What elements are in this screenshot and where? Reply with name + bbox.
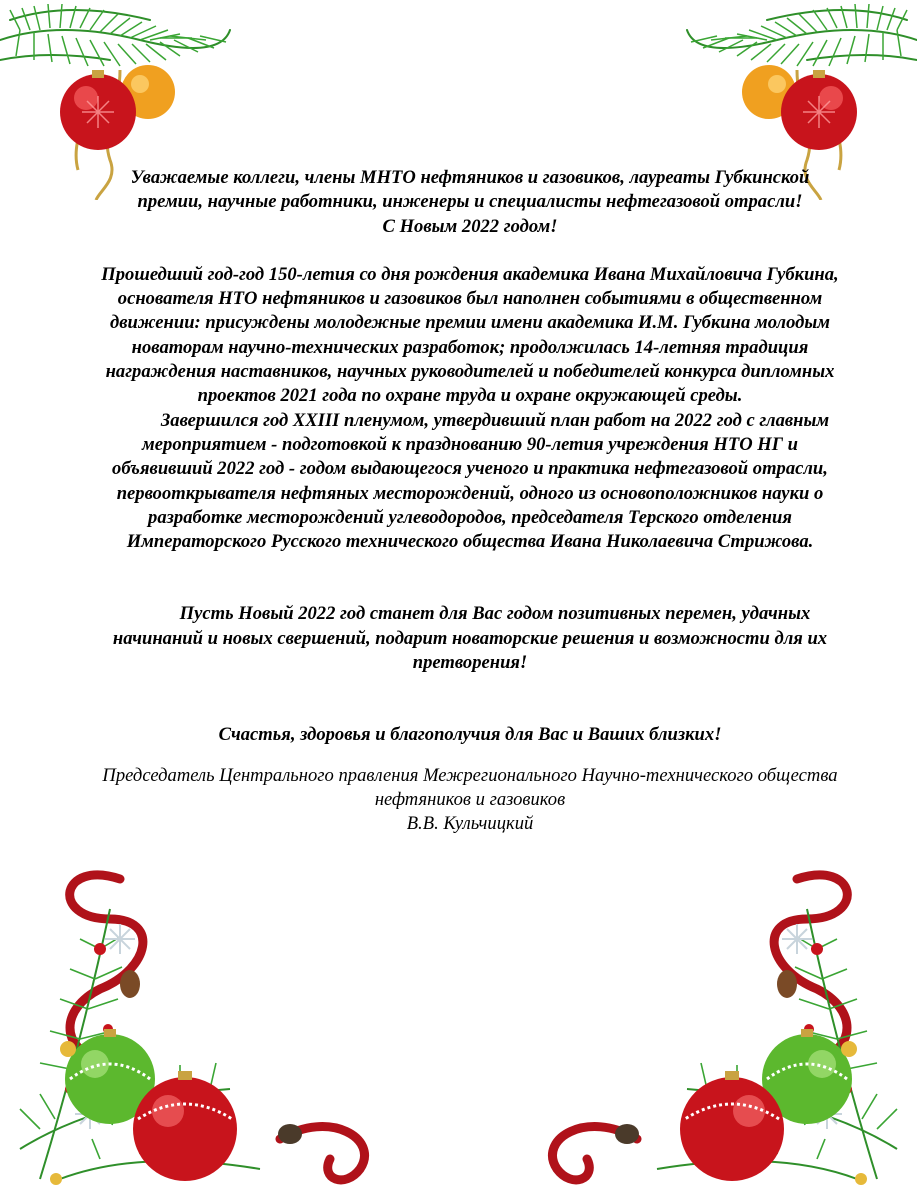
address-line: Уважаемые коллеги, члены МНТО нефтяников и газовиков, лауреаты Губкинской премии, научные работники, инженеры и специалисты нефтегазовой отрасли! — [130, 167, 810, 213]
spacer — [100, 748, 840, 764]
new-year-line: С Новым 2022 годом! — [382, 215, 558, 237]
signature-title: Председатель Центрального правления Межрегионального Научно-технического общества нефтяников и газовиков — [102, 764, 838, 810]
bottom-right-christmas-bouquet-icon — [517, 849, 917, 1194]
signature-name: В.В. Кульчицкий — [406, 813, 534, 835]
paragraph-2: Завершился год XXIII пленумом, утвердивший план работ на 2022 год с главным мероприятием - подготовкой к празднованию 90-летия учреждения НТО НГ и объявивший 2022 год - годом выдающегося ученого и практика нефтегазовой отрасли, первооткрывателя нефтяных месторождений, одного из основоположников науки о разработке месторождений углеводородов, председателя Терского отделения Императорского Русского технического общества Ивана Николаевича Стрижова. — [112, 409, 830, 553]
spacer — [100, 675, 840, 723]
paragraph-1: Прошедший год-год 150-летия со дня рождения академика Ивана Михайловича Губкина, основателя НТО нефтяников и газовиков был наполнен событиями в общественном движении: присуждены молодежные премии имени академика И.М. Губкина молодым новаторам научно-технических разработок; продолжилась 14-летняя традиция награждения наставников, научных руководителей и победителей конкурса дипломных проектов 2021 года по охране труда и охране окружающей среды. — [101, 263, 839, 407]
bottom-left-christmas-bouquet-icon — [0, 849, 400, 1194]
spacer — [100, 554, 840, 602]
wishes-line: Счастья, здоровья и благополучия для Вас и Ваших близких! — [218, 724, 722, 746]
paragraph-3: Пусть Новый 2022 год станет для Вас годом позитивных перемен, удачных начинаний и новых свершений, подарит новаторские решения и возможности для их претворения! — [112, 603, 828, 674]
greeting-letter — [100, 166, 840, 837]
spacer — [100, 239, 840, 263]
